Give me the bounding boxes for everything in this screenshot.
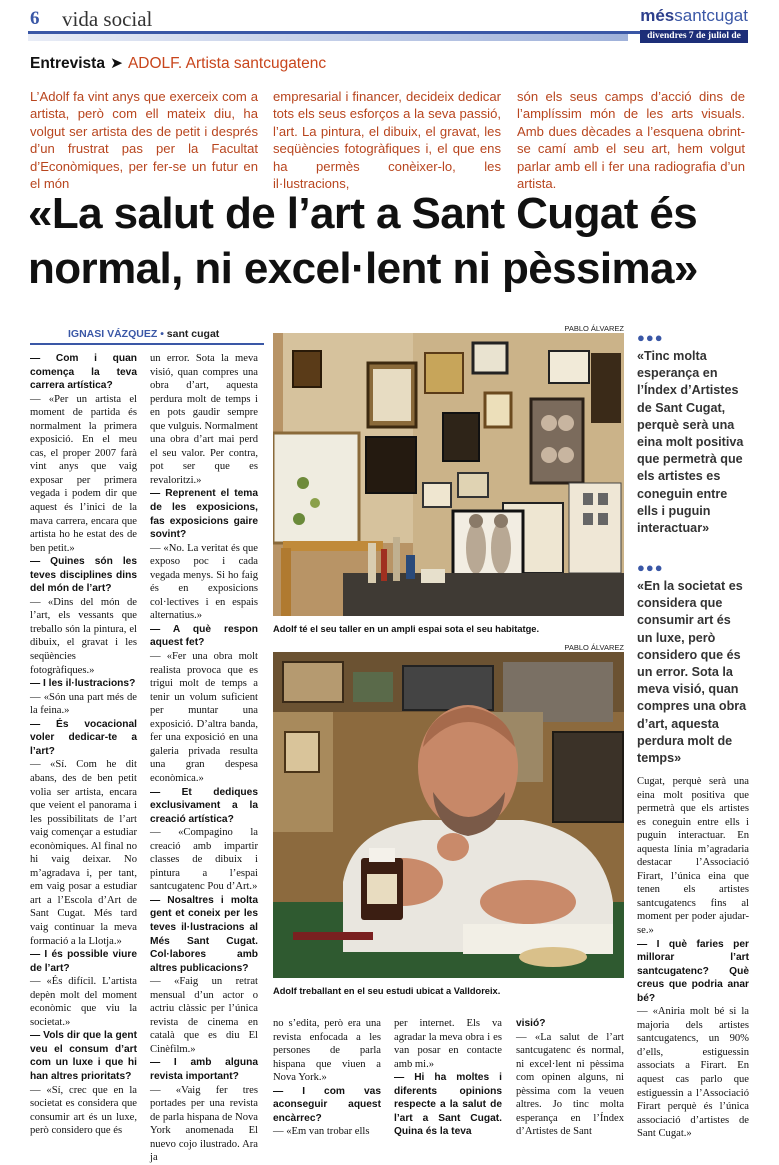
interview-answer: — «Per un artista el moment de partida és normalment la primera exposició. En el meu cas, el proper 2007 farà vint anys que vaig exposar per primera vegada i podem dir que aquest és l’inici de la mava carrera, encara que artista ho he estat des de ben petit.»: [30, 393, 137, 554]
pull-quote-2: «En la societat es considera que consumir art és un luxe, però considero que és un error. Sota la meva visió, quan compres una obra d’art, aquesta perdura molt de temps»: [637, 579, 747, 766]
byline-rule: [30, 343, 264, 345]
interview-question: — Com i quan comença la teva carrera artística?: [30, 353, 137, 392]
interview-question: — A què respon aquest fet?: [150, 623, 258, 649]
interview-question: — I què faries per millorar l’art santcugatenc? Què creus que podria anar bé?: [637, 938, 749, 1004]
interview-answer: — «Són una part més de la feina.»: [30, 691, 137, 717]
logo-part2: santcugat: [674, 6, 748, 25]
artist-working-photo: [273, 652, 624, 978]
intro-column-2: empresarial i financer, decideix dedicar tots els seus esforços a la seva passió, l’art. La pintura, el dibuix, el gravat, les seqüències fotogràfiques i, el que ens ha permès conèixer-lo, les il·lustracions,: [273, 89, 501, 192]
logo-part1: més: [640, 6, 675, 25]
page-number: 6: [30, 8, 40, 29]
interview-answer: no s’edita, però era una revista enfocada a les persones de parla hispana que viuen a Nova York.»: [273, 1018, 381, 1084]
interview-answer: — «Aniria molt bé si la majoria dels artistes santcugatencs, un 90% d’ells, estiguessin associats a Firart. En aquest cas parlo que estiguessin a l’Associació Firart perquè és l’única associació d’artistes de Sant Cugat.»: [637, 1006, 749, 1140]
interview-answer: — «Sí, crec que en la societat es considera que consumir art és un luxe, però considero que és: [30, 1084, 137, 1137]
interview-answer: — «No. La veritat és que exposo poc i cada vegada menys. Si ho faig és en exposicions col·lectives i en espais alternatius.»: [150, 542, 258, 622]
kicker: [30, 54, 326, 73]
byline-place: sant cugat: [166, 328, 220, 340]
interview-question: — Reprenent el tema de les exposicions, fas exposicions gaire sovint?: [150, 488, 258, 541]
interview-answer: un error. Sota la meva visió, quan compres una obra d’art, aquesta perdura molt de temps i en pots gaudir sempre que vulguis. Normalment una obra d’art mai perd el seu valor. Per contra, pot ser que es revaloritzi.»: [150, 353, 258, 486]
header-gradient-band: [28, 34, 628, 41]
body-column-2: [150, 352, 258, 1165]
body-column-6: [637, 775, 749, 1141]
interview-question: — I les il·lustracions?: [30, 678, 136, 690]
interview-answer: — «La salut de l’art santcugatenc és normal, ni excel·lent ni pèssima com opinen alguns, ni pèssima com la veuen altres. Jo tinc molta esperança en l’Índex d’Artistes de Sant: [516, 1031, 624, 1138]
pull-quote-1: «Tinc molta esperança en l’Índex d’Artistes de Sant Cugat, perquè serà una eina molt positiva que permetrà que els artistes es coneguin entre ells i puguin interactuar»: [637, 349, 744, 536]
interview-answer: — «Fer una obra molt realista provoca que es trigui molt de temps a tenir un volum suficient per muntar una exposició. D’altra banda, fer una exposició en una galeria privada resulta una gran despesa econòmica.»: [150, 651, 258, 784]
byline-separator: •: [160, 328, 164, 340]
author-name: IGNASI VÁZQUEZ: [68, 328, 158, 340]
interview-question: — Vols dir que la gent veu el consum d’art com un luxe i que hi han altres prioritats?: [30, 1030, 137, 1082]
body-column-4: [394, 1017, 502, 1139]
interview-question: — Quines són les teves disciplines dins del món de l’art?: [30, 556, 137, 595]
body-column-3: [273, 1017, 381, 1139]
arrow-icon: ➤: [109, 55, 123, 72]
intro-column-1: L’Adolf fa vint anys que exerceix com a artista, però com ell mateix diu, ha volgut ser artista des de petit i després d’un frustrat pas per la Facultat d’Econòmiques, per fer-se un futur en el món: [30, 89, 258, 192]
photo-credit-2: PABLO ÁLVAREZ: [564, 643, 624, 652]
interview-question: — I amb alguna revista important?: [150, 1057, 258, 1082]
interview-question: visió?: [516, 1018, 546, 1029]
interview-question: — Hi ha moltes i diferents opinions respecte a la salut de l’art a Sant Cugat. Quina és la teva: [394, 1072, 502, 1138]
interview-question: — És vocacional voler dedicar-te a l’art?: [30, 718, 137, 757]
interview-question: — Nosaltres i molta gent et coneix per les teves il·lustracions al Més Sant Cugat. Col·labores amb altres publicacions?: [150, 894, 258, 974]
issue-date: divendres 7 de juliol de 2006: [640, 30, 748, 43]
interview-answer: — «Compagino la creació amb impartir classes de dibuix i pintura a l’espai santcugatenc Pou d’Art.»: [150, 827, 258, 893]
interview-answer: per internet. Els va agradar la meva obra i es van posar en contacte amb mi.»: [394, 1018, 502, 1070]
interview-question: — Et dediques exclusivament a la creació artística?: [150, 786, 258, 825]
interview-question: — I és possible viure de l’art?: [30, 949, 137, 974]
interview-answer: — «Faig un retrat mensual d’un actor o actriu clàssic per l’única revista de cinema en català que es diu El Cinèfilm.»: [150, 976, 258, 1055]
photo-caption-2: Adolf treballant en el seu estudi ubicat a Valldoreix.: [273, 986, 501, 996]
body-column-5: [516, 1017, 624, 1139]
studio-photo: [273, 333, 624, 616]
kicker-label: Entrevista: [30, 55, 105, 72]
section-title: vida social: [62, 7, 153, 31]
interview-answer: — «Sí. Com he dit abans, des de ben petit volia ser artista, encara que veient el panorama i les possibilitats de l’art vaig començar a estudiar econòmiques. Al final no hi vaig deixar. No m’agradava i, per tant, em vaig posar a estudiar art a l’Escola d’Art de Sant Cugat. Més tard vaig continuar la meva formació a la Llotja.»: [30, 759, 137, 947]
interview-answer: Cugat, perquè serà una eina molt positiva que permetrà que els artistes es coneguin entre ells i puguin interactuar. En aquesta línia m’agradaria destacar l’Associació Firart, l’única eina que tenen els artistes santcugatencs fins al moment per poder ajudar-se.»: [637, 776, 749, 937]
headline: «La salut de l’art a Sant Cugat és normal, ni excel·lent ni pèssima»: [28, 189, 698, 293]
interview-answer: — «Dins del món de l’art, els vessants que treballo són la pintura, el dibuix, el gravat i les seqüències fotogràfiques.»: [30, 596, 137, 676]
photo-credit-1: PABLO ÁLVAREZ: [564, 324, 624, 333]
photo-caption-1: Adolf té el seu taller en un ampli espai sota el seu habitatge.: [273, 624, 540, 634]
kicker-topic: ADOLF. Artista santcugatenc: [127, 55, 327, 72]
interview-question: — I com vas aconseguir aquest encàrrec?: [273, 1085, 381, 1124]
body-column-1: [30, 352, 137, 1138]
intro-column-3: són els seus camps d’acció dins de l’amplíssim món de les arts visuals. Amb dues dècades a l’esquena obrint-se camí amb el seu art, hem volgut parlar amb ell i fer una radiografia d’un artista.: [517, 89, 745, 192]
byline: [68, 328, 219, 340]
interview-answer: — «Em van trobar ells: [273, 1126, 370, 1138]
interview-answer: — «Vaig fer tres portades per una revista de parla hispana de Nova York anomenada El nuevo cojo ilustrado. Ara ja: [150, 1084, 258, 1164]
bullet-dots-icon: ●●●: [637, 560, 664, 575]
interview-answer: — «És difícil. L’artista depèn molt del moment econòmic que viu la societat.»: [30, 976, 137, 1028]
masthead-logo[interactable]: [640, 6, 748, 25]
bullet-dots-icon: ●●●: [637, 330, 664, 345]
